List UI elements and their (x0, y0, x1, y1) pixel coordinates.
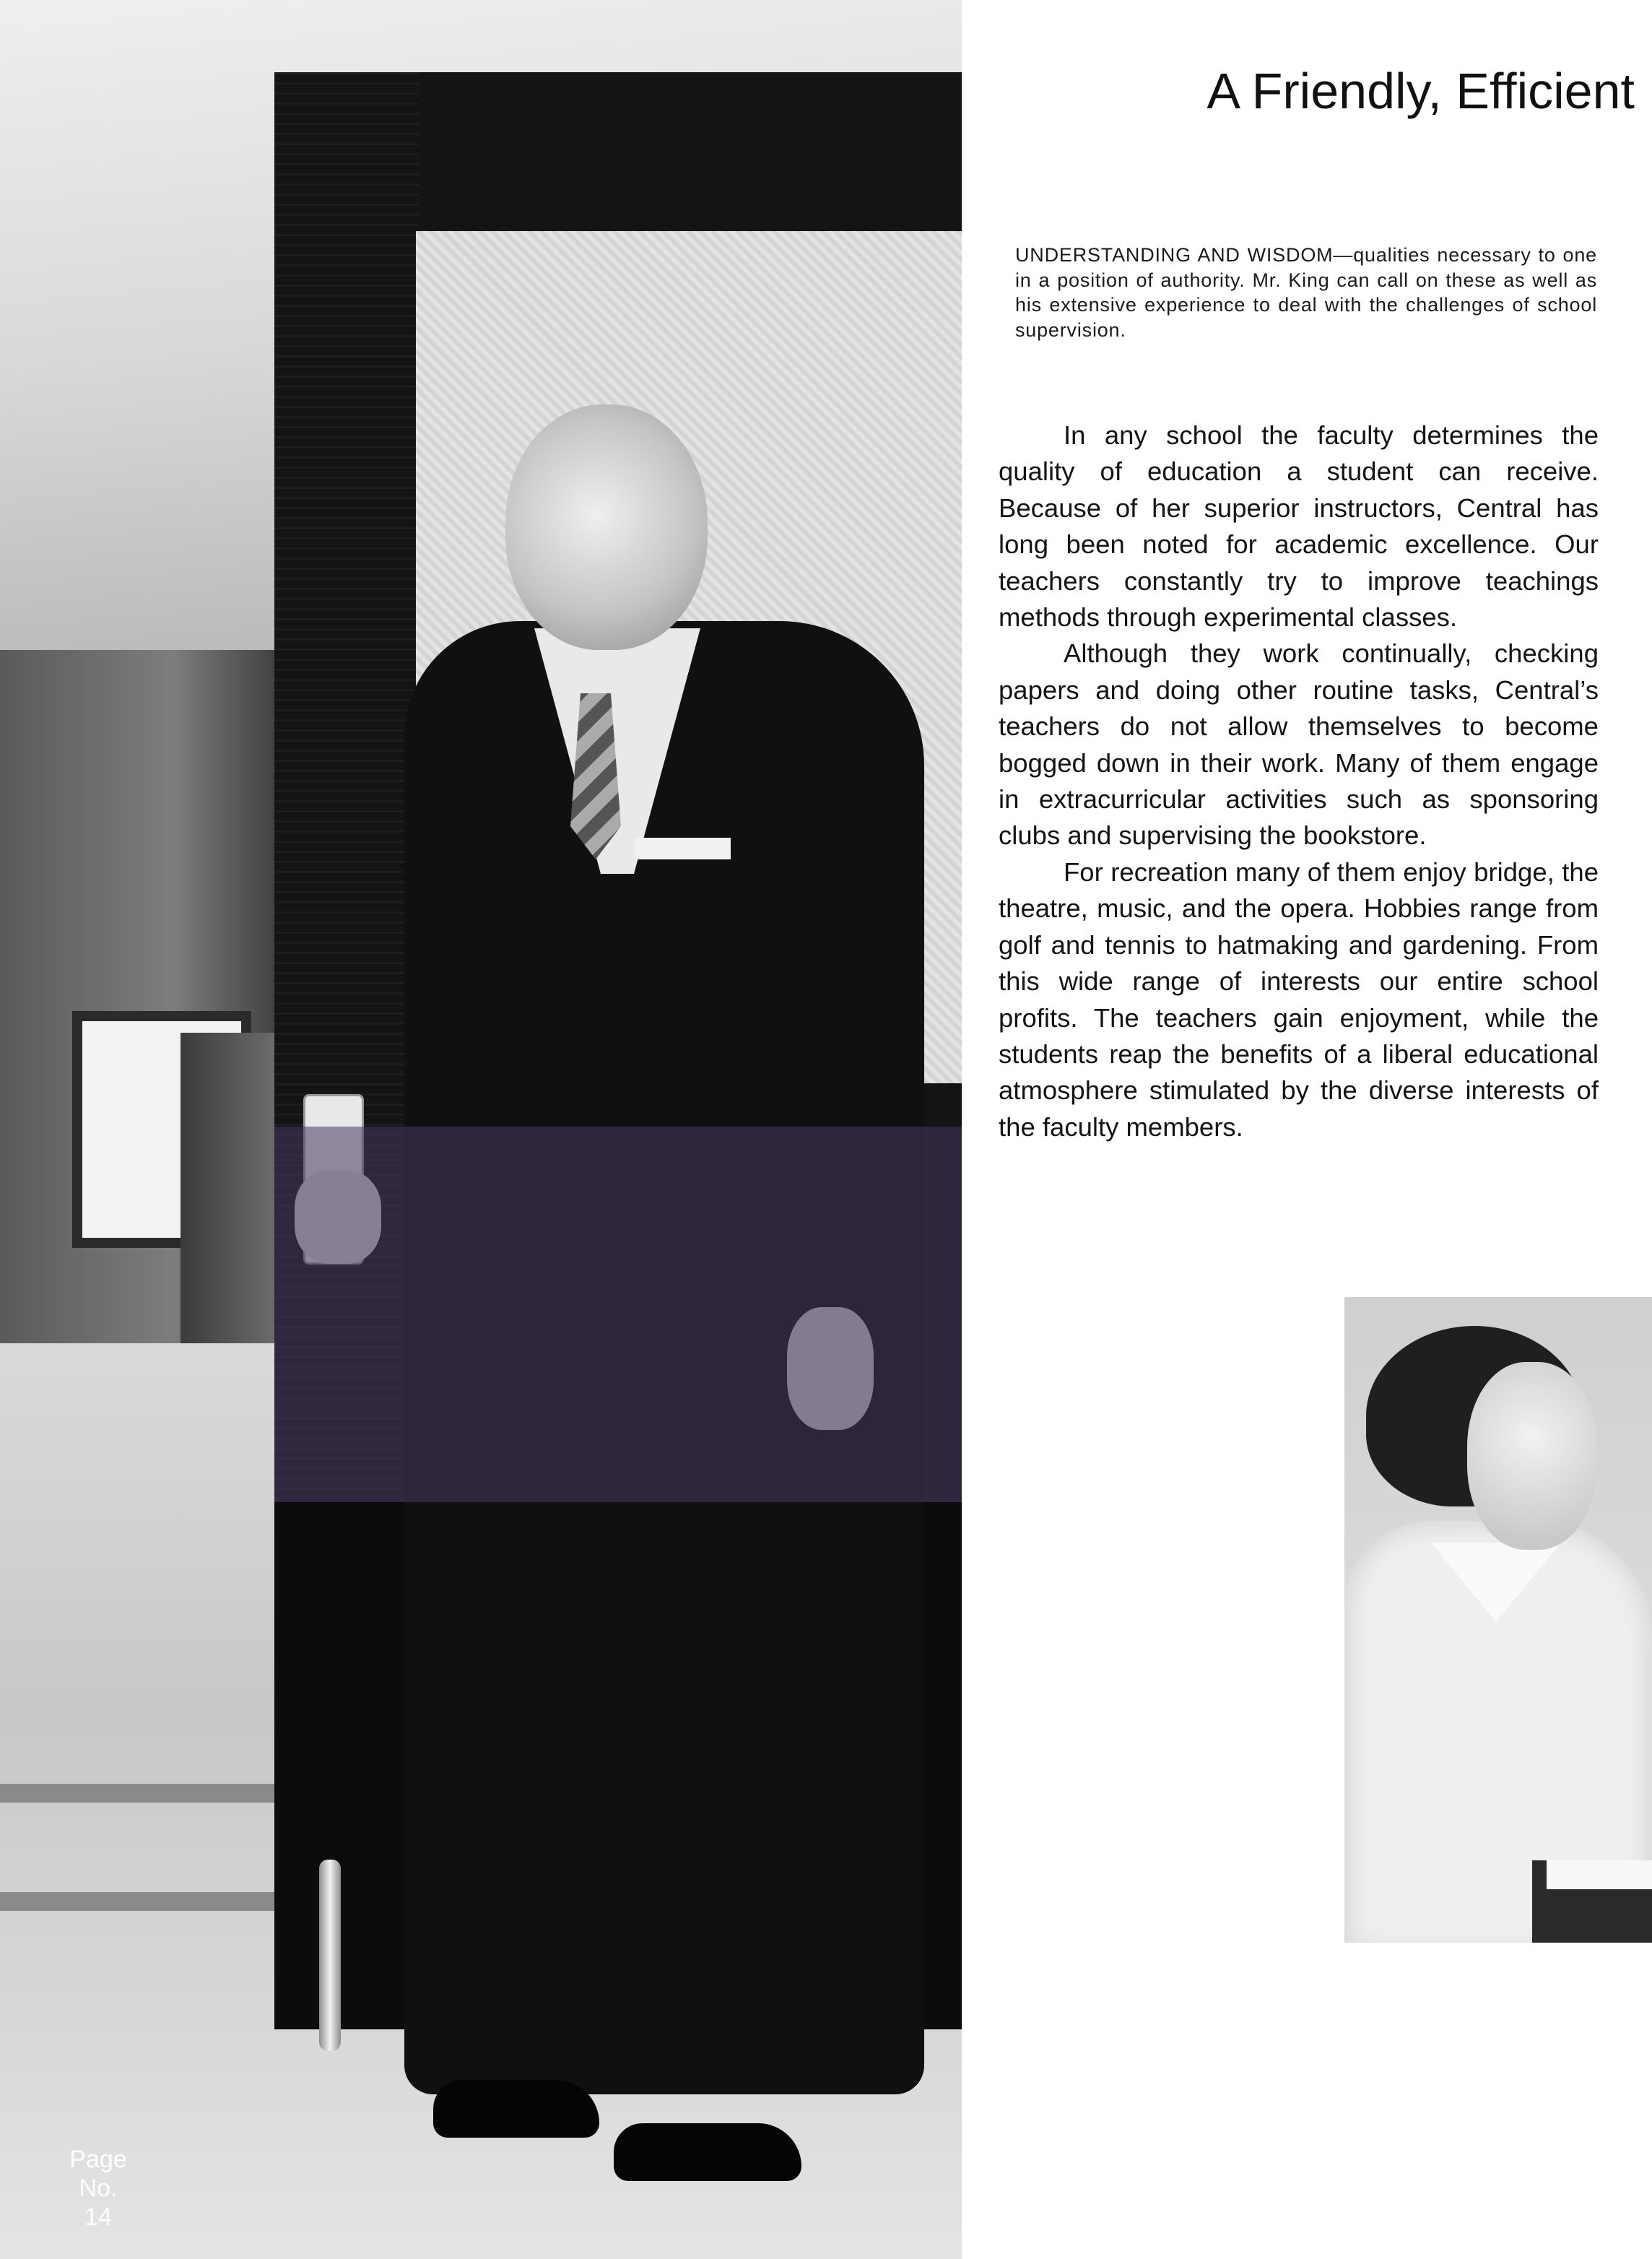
body-paragraph: For recreation many of them enjoy bridge, the theatre, music, and the opera. Hobbies range from golf and tennis to hatmaking and gardening. From this wide range of interests our entire school profits. The teachers gain enjoyment, while the students reap the benefits of a liberal educational atmosphere stimulated by the diverse interests of the faculty members. (999, 857, 1599, 1142)
body-paragraph: In any school the faculty determines the quality of education a student can receive. Because of her superior instructors, Central has long been noted for academic excellence. Our teachers constantly try to improve teachings methods through experimental classes. (999, 420, 1599, 633)
page-number-word: Page (69, 2146, 127, 2173)
door-stop (319, 1860, 341, 2051)
page-number-abbrev: No. (79, 2175, 118, 2202)
page-heading: A Friendly, Efficient (1207, 63, 1635, 119)
floor-stripe (0, 1892, 274, 1911)
teacher-face (1467, 1362, 1597, 1550)
photo-caption: UNDERSTANDING AND WISDOM—qualities necessary to one in a position of authority. Mr. King can call on these as well as his extensive experience to deal with the challenges of school supervision. (1015, 244, 1597, 341)
teacher-photo (1344, 1297, 1652, 1943)
purple-tint-band (274, 1127, 962, 1502)
left-shoe (433, 2080, 599, 2138)
page-number (62, 2145, 134, 2232)
body-paragraph: Although they work continually, checking papers and doing other routine tasks, Central’s teachers do not allow themselves to become bogged down in their work. Many of them engage in extracurricular activities such as sponsoring clubs and supervising the bookstore. (999, 638, 1599, 851)
right-shoe (614, 2123, 801, 2181)
page-number-value: 14 (84, 2203, 112, 2231)
floor-stripe (0, 1784, 274, 1803)
body-text (999, 417, 1599, 1145)
paper (1547, 1860, 1652, 1889)
man-head (505, 404, 708, 650)
pocket-square (635, 838, 731, 859)
